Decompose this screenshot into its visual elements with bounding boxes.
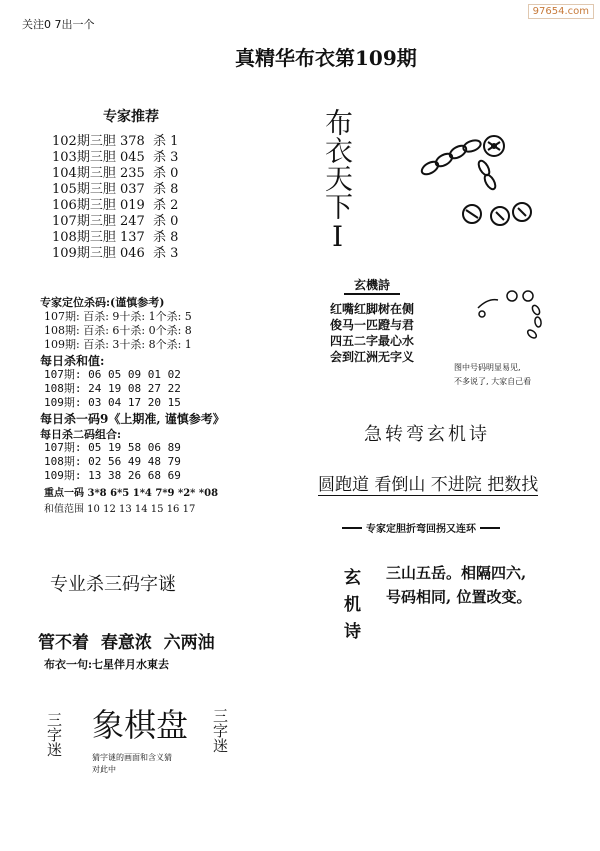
expert-row: 105期三胆 037 杀 8 (52, 182, 179, 197)
urgent-poem-text: 圆跑道 看倒山 不进院 把数找 (318, 475, 539, 495)
daily-kill-sum-heading: 每日杀和值: (40, 354, 105, 368)
expert-row: 107期三胆 247 杀 0 (52, 214, 179, 229)
urgent-poem-heading: 急转弯玄机诗 (364, 424, 490, 445)
expert-row: 108期三胆 137 杀 8 (52, 230, 179, 245)
expert-list (52, 134, 178, 262)
expert-row: 104期三胆 235 杀 0 (52, 166, 179, 181)
chain-coins-image (410, 130, 560, 230)
xiangqi-note-2: 对此中 (92, 765, 116, 774)
corner-label: 关注0 7出一个 (22, 18, 95, 31)
final-poem-1: 三山五岳。相隔四六, (386, 564, 527, 582)
page-title: 真精华布衣第109期 (235, 46, 417, 70)
sum-range: 和值范围 10 12 13 14 15 16 17 (44, 504, 196, 515)
daily-kill-sum-row: 108期: 24 19 08 27 22 (44, 382, 181, 395)
xiangqi-note-1: 猜字谜的画面和含义猜 (92, 753, 172, 762)
buyi-one-line: 布衣一句:七星伴月水東去 (44, 658, 170, 671)
daily-kill-sum-row: 109期: 03 04 17 20 15 (44, 396, 181, 409)
urgent-poem-line (318, 470, 538, 495)
daily-two-code-row: 109期: 13 38 26 68 69 (44, 469, 181, 482)
daily-two-code-row: 107期: 05 19 58 06 89 (44, 441, 181, 454)
position-kill-row: 107期: 百杀: 9十杀: 1个杀: 5 (44, 310, 192, 323)
daily-kill-sum-row: 107期: 06 05 09 01 02 (44, 368, 181, 381)
xuanji-poem-line: 红嘴红脚树在侧 (330, 302, 415, 316)
daily-one-code: 每日杀一码9《上期准, 谨慎参考》 (40, 412, 225, 426)
three-char-riddle-right: 三字迷 (211, 708, 229, 753)
expert-heading: 专家推荐 (103, 109, 159, 125)
expert-row: 106期三胆 019 杀 2 (52, 198, 179, 213)
expert-row: 109期三胆 046 杀 3 (52, 246, 179, 261)
pro-kill-heading: 专业杀三码字谜 (50, 574, 176, 595)
chain-coins-small-image (468, 288, 568, 348)
position-kill-heading: 专家定位杀码:(谨慎参考) (40, 296, 165, 309)
expert-urgent-text: 专家定胆折弯回拐又连环 (366, 524, 476, 535)
xuanji-poem-heading: 玄機詩 (344, 276, 400, 295)
expert-row: 103期三胆 045 杀 3 (52, 150, 179, 165)
riddle-line: 管不着 春意浓 六两油 (38, 633, 215, 653)
daily-two-code-row: 108期: 02 56 49 48 79 (44, 455, 181, 468)
three-char-riddle-left: 三字迷 (45, 712, 63, 757)
xuanji-poem-box (330, 276, 458, 365)
position-kill-row: 108期: 百杀: 6十杀: 0个杀: 8 (44, 324, 192, 337)
xuanji-vertical: 玄机诗 (340, 568, 360, 649)
position-kill-row: 109期: 百杀: 3十杀: 8个杀: 1 (44, 338, 192, 351)
daily-two-code-list (44, 441, 181, 483)
image-caption-1: 图中号码明显易见, (454, 363, 521, 372)
final-poem-2: 号码相同, 位置改变。 (386, 588, 532, 606)
expert-row: 102期三胆 378 杀 1 (52, 134, 179, 149)
xiangqi-board-text: 象棋盘 (92, 706, 189, 744)
daily-two-code-heading: 每日杀二码组合: (40, 428, 122, 441)
position-kill-list (44, 310, 192, 352)
buyi-tianxia: 布衣天下I (321, 108, 354, 253)
xuanji-poem-line: 四五二字最心水 (330, 334, 415, 348)
xuanji-poem-line: 会到江洲无字义 (330, 350, 415, 364)
expert-urgent-line (342, 520, 500, 535)
key-code: 重点一码 3*8 6*5 1*4 7*9 *2* *08 (44, 488, 219, 499)
watermark: 97654.com (528, 4, 594, 19)
xuanji-poem-line: 俊马一匹蹬与君 (330, 318, 415, 332)
daily-kill-sum-list (44, 368, 181, 410)
image-caption-2: 不多说了, 大家自己看 (454, 377, 532, 386)
